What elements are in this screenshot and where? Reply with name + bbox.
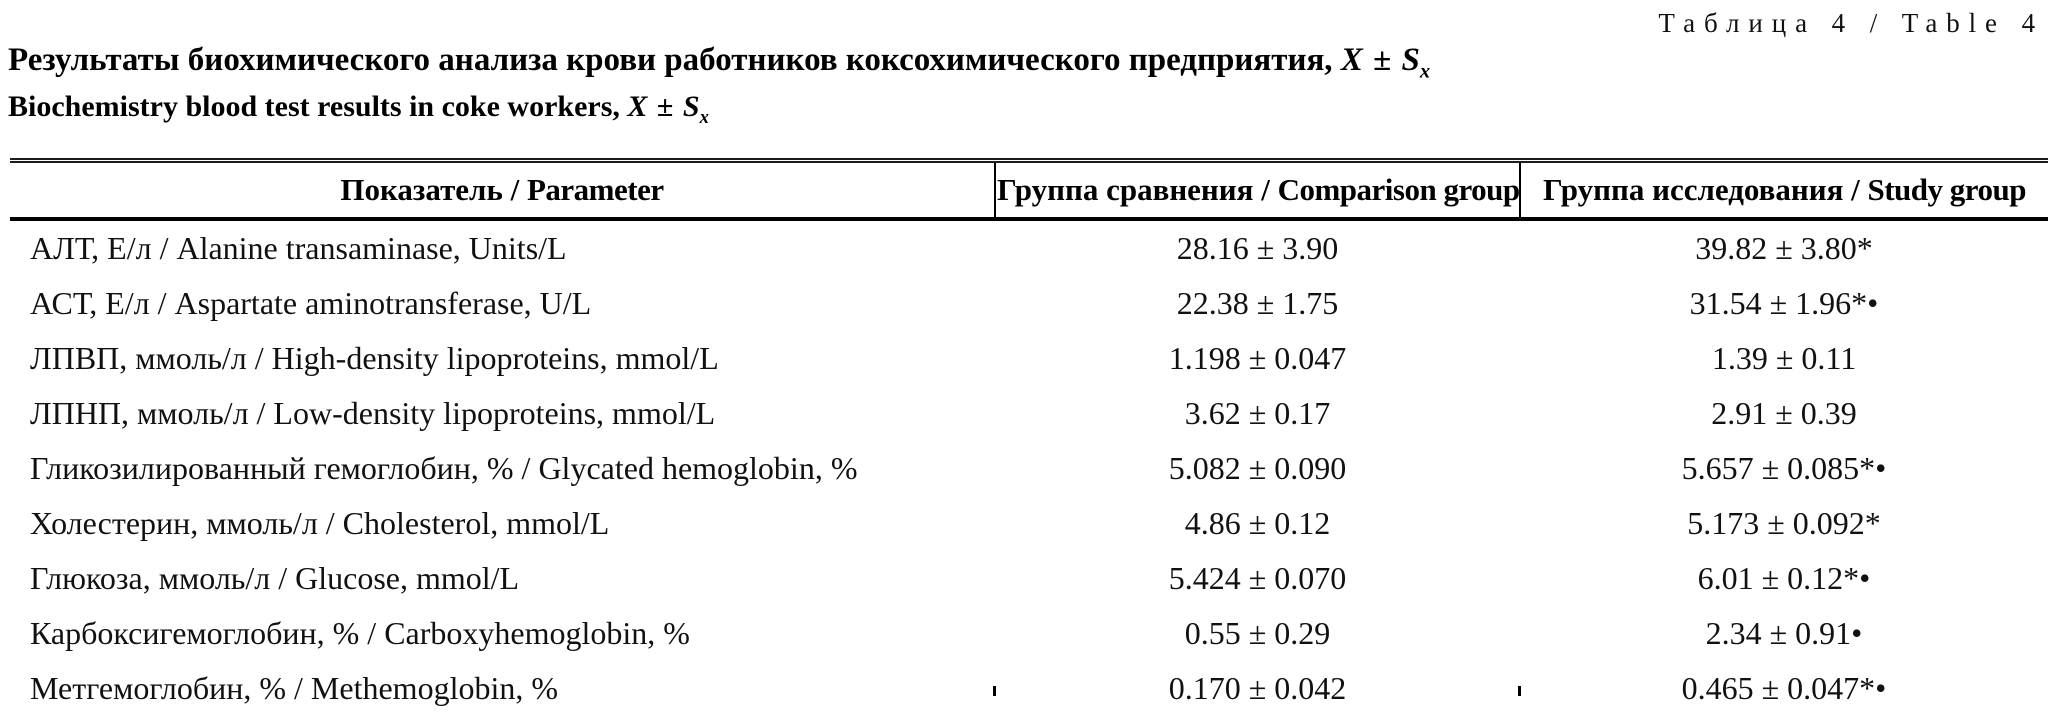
table-number-label: Таблица 4 / Table 4 (1658, 8, 2044, 38)
comparison-value-cell: 28.16 ± 3.90 (1176, 230, 1339, 266)
parameter-cell: Гликозилированный гемоглобин, % / Glycated hemoglobin, % (30, 450, 858, 486)
comparison-value-cell: 3.62 ± 0.17 (1184, 395, 1331, 431)
header-parameter-en: Parameter (526, 172, 664, 207)
title-russian-text: Результаты биохимического анализа крови работников коксохимического предприятия, (8, 42, 1333, 78)
parameter-cell: АЛТ, Е/л / Alanine transaminase, Units/L (30, 230, 567, 266)
table-row (10, 331, 2048, 386)
study-value-cell: 2.34 ± 0.91• (1705, 615, 1863, 651)
header-parameter-ru: Показатель (340, 172, 503, 207)
table-title-english (8, 90, 709, 129)
column-header-study-group (1520, 161, 2048, 220)
table-row (10, 276, 2048, 331)
study-value-cell: 39.82 ± 3.80* (1695, 230, 1873, 266)
header-study-en: Study group (1867, 172, 2026, 207)
parameter-cell: Метгемоглобин, % / Methemoglobin, % (30, 670, 558, 706)
comparison-value-cell: 0.170 ± 0.042 (1168, 670, 1347, 706)
comparison-value-cell: 1.198 ± 0.047 (1168, 340, 1347, 376)
comparison-value-cell: 5.082 ± 0.090 (1168, 450, 1347, 486)
column-separator-tick (1518, 686, 1521, 696)
column-header-comparison-group (995, 161, 1520, 220)
table-row (10, 551, 2048, 606)
comparison-value-cell: 22.38 ± 1.75 (1176, 285, 1339, 321)
header-row (10, 161, 2048, 220)
column-separator-tick (993, 686, 996, 696)
comparison-value-cell: 0.55 ± 0.29 (1184, 615, 1331, 651)
parameter-cell: АСТ, Е/л / Aspartate aminotransferase, U/L (30, 285, 592, 321)
header-comparison-en: Comparison group (1277, 172, 1520, 207)
parameter-cell: Холестерин, ммоль/л / Cholesterol, mmol/L (30, 505, 610, 541)
parameter-cell: Карбоксигемоглобин, % / Carboxyhemoglobin, % (30, 615, 690, 651)
study-value-cell: 5.657 ± 0.085*• (1681, 450, 1887, 486)
study-value-cell: 0.465 ± 0.047*• (1681, 670, 1887, 706)
mean-plusminus-formula: $X \pm S_x$ (1340, 42, 1431, 83)
mean-plusminus-formula: $X \pm S_x$ (627, 90, 709, 128)
study-value-cell: 31.54 ± 1.96*• (1689, 285, 1879, 321)
header-separator: / (502, 172, 527, 207)
header-separator: / (1253, 172, 1278, 207)
parameter-cell: ЛПВП, ммоль/л / High-density lipoproteins, mmol/L (30, 340, 719, 376)
table-row (10, 496, 2048, 551)
study-value-cell: 6.01 ± 0.12*• (1697, 560, 1871, 596)
table-row (10, 661, 2048, 715)
comparison-value-cell: 5.424 ± 0.070 (1168, 560, 1347, 596)
study-value-cell: 2.91 ± 0.39 (1711, 395, 1857, 431)
study-value-cell: 5.173 ± 0.092* (1687, 505, 1881, 541)
title-english-text: Biochemistry blood test results in coke workers, (8, 90, 620, 123)
biochemistry-results-table (10, 158, 2048, 715)
header-comparison-ru: Группа сравнения (997, 172, 1254, 207)
parameter-cell: ЛПНП, ммоль/л / Low-density lipoproteins, mmol/L (30, 395, 716, 431)
table-row (10, 386, 2048, 441)
table-title-russian (8, 42, 1430, 84)
table-row (10, 441, 2048, 496)
parameter-cell: Глюкоза, ммоль/л / Glucose, mmol/L (30, 560, 520, 596)
header-separator: / (1843, 172, 1868, 207)
header-study-ru: Группа исследования (1543, 172, 1844, 207)
table-row (10, 219, 2048, 276)
column-header-parameter (10, 161, 995, 220)
comparison-value-cell: 4.86 ± 0.12 (1184, 505, 1331, 541)
study-value-cell: 1.39 ± 0.11 (1711, 340, 1857, 376)
table-row (10, 606, 2048, 661)
